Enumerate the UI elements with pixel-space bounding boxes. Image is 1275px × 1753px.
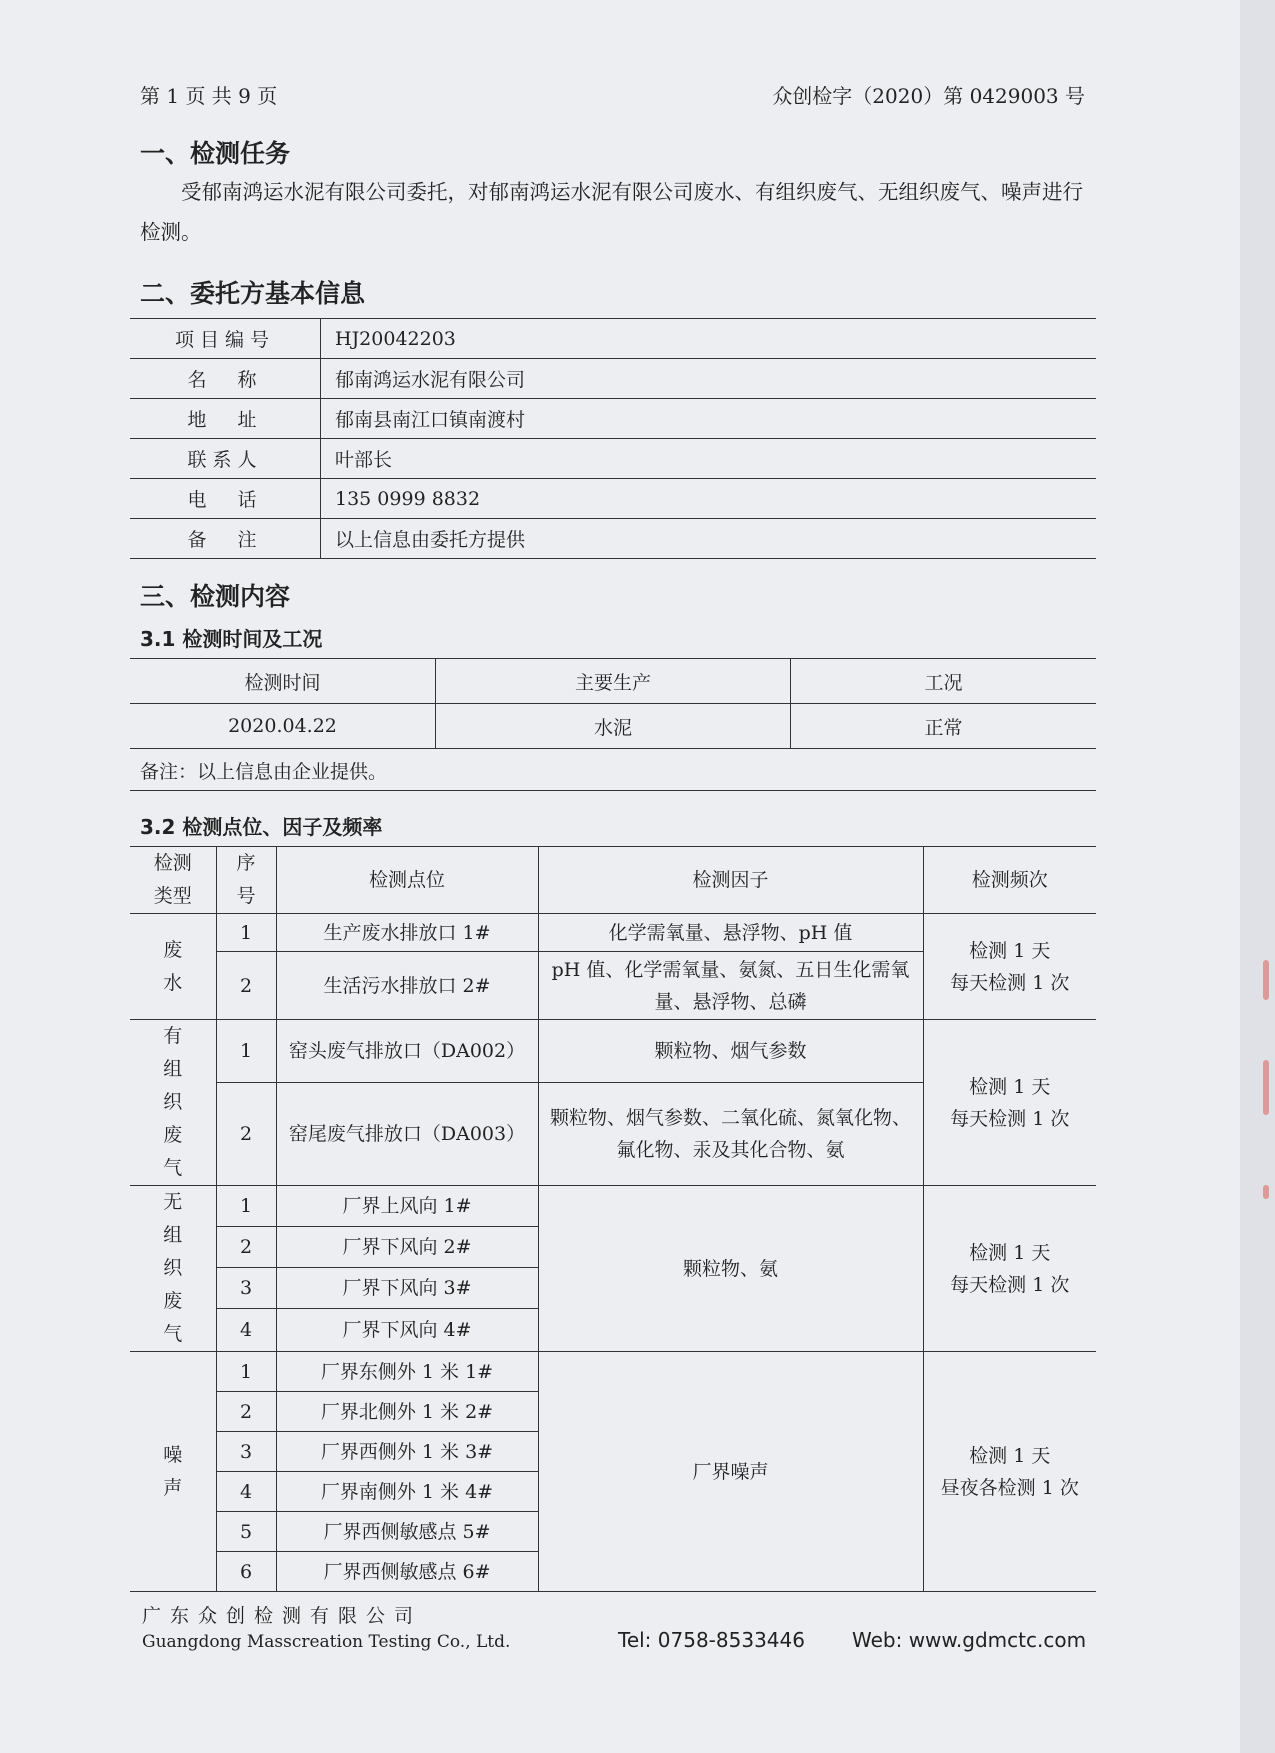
footer-web: Web: www.gdmctc.com (852, 1628, 1087, 1652)
footer-company-en: Guangdong Masscreation Testing Co., Ltd. (142, 1632, 511, 1652)
info-label: 名 称 (130, 359, 321, 399)
table-row (130, 1186, 1096, 1227)
info-value: 郁南鸿运水泥有限公司 (321, 359, 1097, 399)
category-cell: 噪声 (130, 1352, 216, 1592)
column-header: 主要生产 (436, 659, 791, 704)
category-cell: 有组织废气 (130, 1020, 216, 1186)
time-condition-table (130, 658, 1096, 749)
table-row (130, 359, 1096, 399)
column-header-freq: 检测频次 (923, 847, 1096, 914)
frequency-cell: 检测 1 天 每天检测 1 次 (923, 1186, 1096, 1352)
report-number: 众创检字（2020）第 0429003 号 (772, 84, 1085, 108)
point-cell: 厂界西侧敏感点 5# (276, 1512, 538, 1552)
seal-fragment (1263, 1185, 1269, 1199)
table-row (130, 914, 1096, 952)
column-header-type: 检测类型 (130, 847, 216, 914)
info-label: 项目编号 (130, 319, 321, 359)
page-number: 第 1 页 共 9 页 (140, 84, 278, 108)
point-cell: 厂界下风向 3# (276, 1267, 538, 1308)
table-row (130, 479, 1096, 519)
point-cell: 厂界西侧敏感点 6# (276, 1552, 538, 1592)
info-label: 地 址 (130, 399, 321, 439)
row-number: 1 (216, 1352, 276, 1392)
scan-edge (1240, 0, 1275, 1753)
row-number: 2 (216, 1226, 276, 1267)
table-row (130, 704, 1096, 749)
row-number: 1 (216, 914, 276, 952)
footer-company-cn: 广东众创检测有限公司 (142, 1605, 423, 1627)
table-header-row (130, 659, 1096, 704)
point-cell: 厂界南侧外 1 米 4# (276, 1472, 538, 1512)
section2-title: 二、委托方基本信息 (140, 279, 366, 308)
point-cell: 厂界下风向 4# (276, 1308, 538, 1351)
category-cell: 废水 (130, 914, 216, 1020)
row-number: 3 (216, 1432, 276, 1472)
table-row (130, 319, 1096, 359)
point-cell: 厂界东侧外 1 米 1# (276, 1352, 538, 1392)
factor-cell: 颗粒物、烟气参数 (538, 1020, 923, 1083)
category-cell: 无组织废气 (130, 1186, 216, 1352)
section3-title: 三、检测内容 (140, 582, 291, 611)
table-cell: 水泥 (436, 704, 791, 749)
column-header-point: 检测点位 (276, 847, 538, 914)
point-cell: 厂界上风向 1# (276, 1186, 538, 1227)
row-number: 5 (216, 1512, 276, 1552)
factor-cell: 化学需氧量、悬浮物、pH 值 (538, 914, 923, 952)
info-value: 以上信息由委托方提供 (321, 519, 1097, 559)
row-number: 6 (216, 1552, 276, 1592)
table-row (130, 399, 1096, 439)
divider (130, 790, 1096, 791)
column-header: 工况 (791, 659, 1097, 704)
table-cell: 2020.04.22 (130, 704, 436, 749)
table-cell: 正常 (791, 704, 1097, 749)
row-number: 2 (216, 952, 276, 1020)
section32-title: 3.2 检测点位、因子及频率 (140, 815, 383, 839)
section1-text: 受郁南鸿运水泥有限公司委托，对郁南鸿运水泥有限公司废水、有组织废气、无组织废气、噪声进行检测。 (140, 180, 1083, 244)
point-cell: 生产废水排放口 1# (276, 914, 538, 952)
info-value: 叶部长 (321, 439, 1097, 479)
row-number: 3 (216, 1267, 276, 1308)
seal-fragment (1263, 1060, 1269, 1115)
point-cell: 厂界西侧外 1 米 3# (276, 1432, 538, 1472)
seal-fragment (1263, 960, 1269, 1000)
info-label: 联系人 (130, 439, 321, 479)
table-row (130, 1020, 1096, 1083)
monitoring-table (130, 846, 1096, 1592)
point-cell: 窑头废气排放口（DA002） (276, 1020, 538, 1083)
column-header: 检测时间 (130, 659, 436, 704)
factor-cell: pH 值、化学需氧量、氨氮、五日生化需氧量、悬浮物、总磷 (538, 952, 923, 1020)
table-header-row (130, 847, 1096, 914)
section1-title: 一、检测任务 (140, 139, 291, 168)
table-row (130, 439, 1096, 479)
frequency-cell: 检测 1 天 每天检测 1 次 (923, 1020, 1096, 1186)
row-number: 4 (216, 1308, 276, 1351)
factor-cell: 颗粒物、烟气参数、二氧化硫、氮氧化物、氟化物、汞及其化合物、氨 (538, 1082, 923, 1185)
frequency-cell: 检测 1 天 每天检测 1 次 (923, 914, 1096, 1020)
table-row (130, 1352, 1096, 1392)
factor-cell: 厂界噪声 (538, 1352, 923, 1592)
section31-note: 备注：以上信息由企业提供。 (140, 761, 388, 783)
column-header-factor: 检测因子 (538, 847, 923, 914)
footer-tel: Tel: 0758-8533446 (618, 1628, 805, 1652)
point-cell: 生活污水排放口 2# (276, 952, 538, 1020)
info-value: 135 0999 8832 (321, 479, 1097, 519)
row-number: 4 (216, 1472, 276, 1512)
row-number: 1 (216, 1020, 276, 1083)
row-number: 1 (216, 1186, 276, 1227)
frequency-cell: 检测 1 天 昼夜各检测 1 次 (923, 1352, 1096, 1592)
row-number: 2 (216, 1392, 276, 1432)
info-value: 郁南县南江口镇南渡村 (321, 399, 1097, 439)
point-cell: 窑尾废气排放口（DA003） (276, 1082, 538, 1185)
row-number: 2 (216, 1082, 276, 1185)
column-header-no: 序号 (216, 847, 276, 914)
table-row (130, 519, 1096, 559)
client-info-table (130, 318, 1096, 559)
info-label: 备 注 (130, 519, 321, 559)
factor-cell: 颗粒物、氨 (538, 1186, 923, 1352)
point-cell: 厂界下风向 2# (276, 1226, 538, 1267)
point-cell: 厂界北侧外 1 米 2# (276, 1392, 538, 1432)
info-value: HJ20042203 (321, 319, 1097, 359)
info-label: 电 话 (130, 479, 321, 519)
section31-title: 3.1 检测时间及工况 (140, 627, 323, 651)
